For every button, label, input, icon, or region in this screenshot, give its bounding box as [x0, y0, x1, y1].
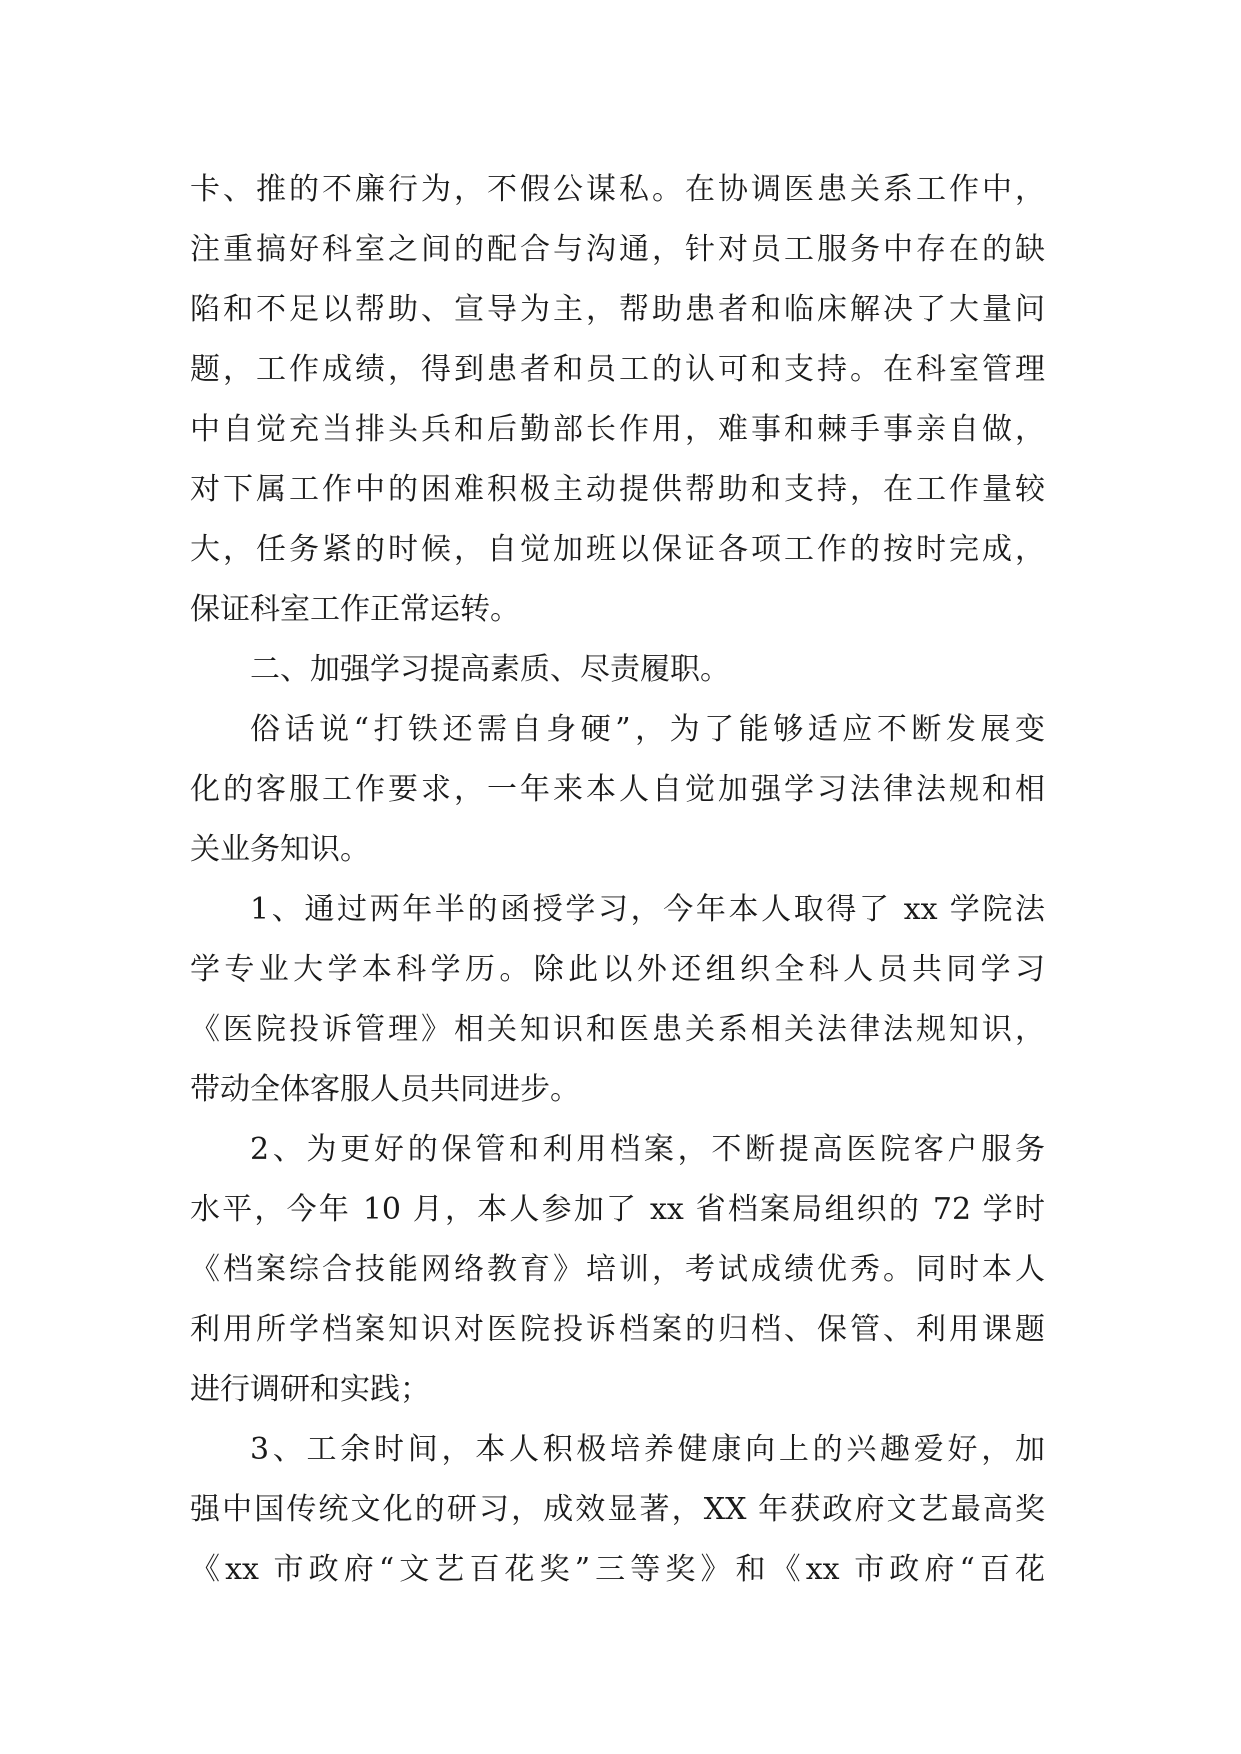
body-text	[190, 160, 1045, 1600]
text-line: 陷和不足以帮助、宣导为主，帮助患者和临床解决了大量问	[190, 292, 1045, 327]
text-line: 《医院投诉管理》相关知识和医患关系相关法律法规知识，	[190, 1012, 1045, 1047]
text-line: 水平，今年 10 月，本人参加了 xx 省档案局组织的 72 学时	[190, 1192, 1045, 1227]
text-line: 化的客服工作要求，一年来本人自觉加强学习法律法规和相	[190, 772, 1045, 807]
text-line: 强中国传统文化的研习，成效显著，XX 年获政府文艺最高奖	[190, 1492, 1045, 1527]
text-line: 1、通过两年半的函授学习，今年本人取得了 xx 学院法	[250, 892, 1045, 927]
text-line: 中自觉充当排头兵和后勤部长作用，难事和棘手事亲自做，	[190, 412, 1045, 447]
text-line: 3、工余时间，本人积极培养健康向上的兴趣爱好，加	[250, 1432, 1045, 1467]
text-line: 对下属工作中的困难积极主动提供帮助和支持，在工作量较	[190, 472, 1045, 507]
text-line: 俗话说“打铁还需自身硬”，为了能够适应不断发展变	[250, 712, 1045, 747]
text-line: 2、为更好的保管和利用档案，不断提高医院客户服务	[250, 1132, 1045, 1167]
text-line: 利用所学档案知识对医院投诉档案的归档、保管、利用课题	[190, 1312, 1045, 1347]
text-line: 学专业大学本科学历。除此以外还组织全科人员共同学习	[190, 952, 1045, 987]
text-line: 注重搞好科室之间的配合与沟通，针对员工服务中存在的缺	[190, 232, 1045, 267]
text-line: 题，工作成绩，得到患者和员工的认可和支持。在科室管理	[190, 352, 1045, 387]
text-line: 进行调研和实践；	[190, 1372, 430, 1407]
text-line: 保证科室工作正常运转。	[190, 592, 520, 627]
text-line: 《xx 市政府“文艺百花奖”三等奖》和《xx 市政府“百花	[190, 1552, 1045, 1587]
text-line: 《档案综合技能网络教育》培训，考试成绩优秀。同时本人	[190, 1252, 1045, 1287]
text-line: 大，任务紧的时候，自觉加班以保证各项工作的按时完成，	[190, 532, 1045, 567]
text-line: 关业务知识。	[190, 832, 370, 867]
text-line: 带动全体客服人员共同进步。	[190, 1072, 580, 1107]
text-line: 卡、推的不廉行为，不假公谋私。在协调医患关系工作中，	[190, 172, 1045, 207]
section-heading: 二、加强学习提高素质、尽责履职。	[250, 652, 730, 687]
